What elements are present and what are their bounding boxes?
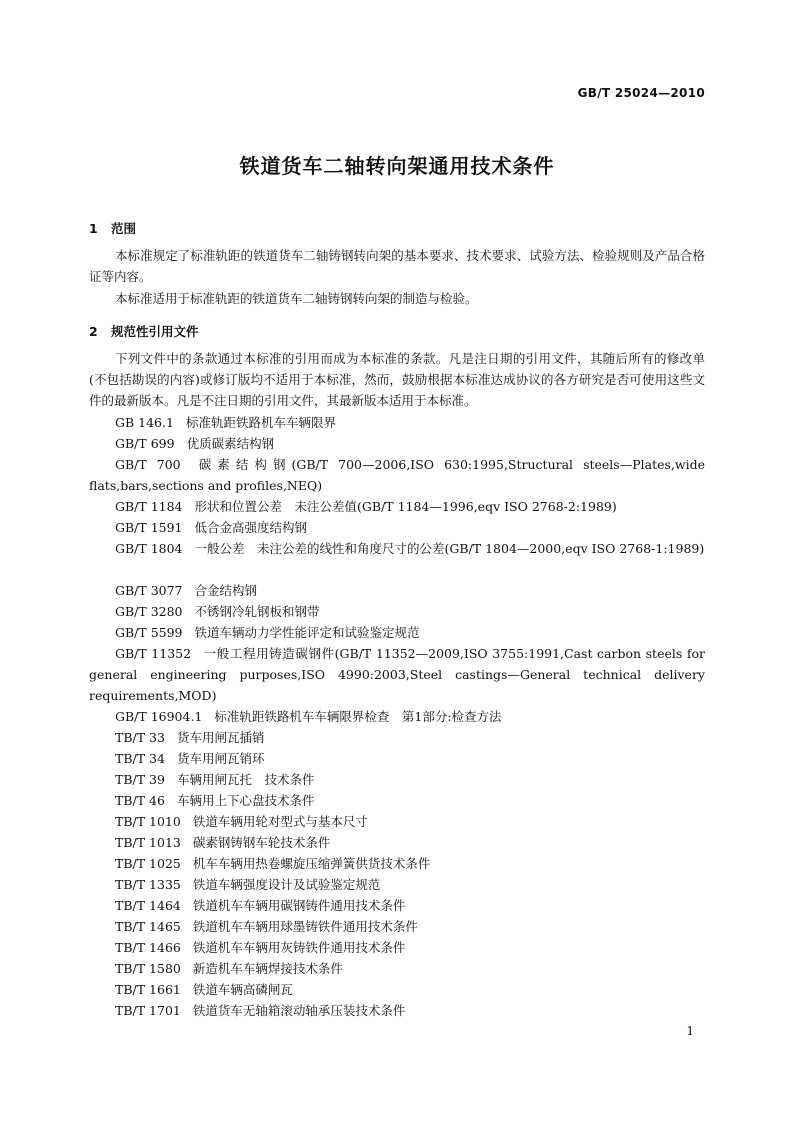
- reference-code: TB/T 33: [115, 730, 165, 745]
- reference-item: [89, 979, 705, 1000]
- reference-item: [89, 916, 705, 937]
- reference-code: TB/T 1010: [115, 814, 181, 829]
- reference-code: GB/T 1591: [115, 520, 183, 535]
- reference-item: [89, 748, 705, 769]
- reference-code: TB/T 1013: [115, 835, 181, 850]
- reference-title: 合金结构钢: [194, 583, 258, 598]
- reference-code: TB/T 1464: [115, 898, 181, 913]
- reference-title: 铁道机车车辆用灰铸铁件通用技术条件: [192, 940, 406, 955]
- section-number: 2: [89, 324, 98, 339]
- reference-item: [89, 874, 705, 895]
- reference-title: 低合金高强度结构钢: [194, 520, 308, 535]
- reference-code: TB/T 39: [115, 772, 165, 787]
- reference-code: GB/T 699: [115, 436, 175, 451]
- reference-code: TB/T 46: [115, 793, 165, 808]
- reference-item: [89, 853, 705, 874]
- reference-code: TB/T 1466: [115, 940, 181, 955]
- reference-title: 货车用闸瓦销环: [176, 751, 265, 766]
- reference-item: [89, 769, 705, 790]
- reference-code: GB/T 1184: [115, 499, 183, 514]
- reference-item: [89, 1000, 705, 1021]
- reference-code: GB/T 11352: [115, 646, 192, 661]
- reference-item: [89, 937, 705, 958]
- section-heading-scope: [89, 219, 136, 237]
- reference-title: 车辆用上下心盘技术条件: [176, 793, 315, 808]
- reference-item: [89, 958, 705, 979]
- reference-code: TB/T 1661: [115, 982, 181, 997]
- reference-title: 碳素结构钢(GB/T 700—2006,ISO 630:1995,Structural steels—Plates,wide flats,bars,sections and profiles,NEQ): [89, 457, 705, 493]
- reference-item: [89, 706, 705, 727]
- reference-title: 不锈钢冷轧钢板和钢带: [194, 604, 320, 619]
- reference-item: [89, 454, 705, 496]
- reference-code: TB/T 1465: [115, 919, 181, 934]
- reference-code: TB/T 34: [115, 751, 165, 766]
- scope-paragraph: 本标准规定了标准轨距的铁道货车二轴铸钢转向架的基本要求、技术要求、试验方法、检验规则及产品合格证等内容。: [89, 248, 705, 284]
- reference-code: GB/T 16904.1: [115, 709, 203, 724]
- document-title: 铁道货车二轴转向架通用技术条件: [239, 154, 555, 178]
- section-number: 1: [89, 221, 98, 236]
- reference-title: 货车用闸瓦插销: [176, 730, 265, 745]
- references-intro: 下列文件中的条款通过本标准的引用而成为本标准的条款。凡是注日期的引用文件，其随后所有的修改单(不包括勘误的内容)或修订版均不适用于本标准，然而，鼓励根据本标准达成协议的各方研究是否可使用这些文件的最新版本。凡是不注日期的引用文件，其最新版本适用于本标准。: [89, 351, 705, 408]
- reference-title: 一般工程用铸造碳钢件(GB/T 11352—2009,ISO 3755:1991,Cast carbon steels for general engineering purposes,ISO 4990:2003,Steel castings—General technical delivery requirements,MOD): [89, 646, 705, 703]
- reference-item: [89, 601, 705, 622]
- reference-title: 铁道机车车辆用碳钢铸件通用技术条件: [192, 898, 406, 913]
- reference-code: TB/T 1580: [115, 961, 181, 976]
- reference-item: [89, 538, 705, 559]
- reference-item: [89, 433, 705, 454]
- reference-title: 铁道车辆强度设计及试验鉴定规范: [192, 877, 381, 892]
- reference-item: [89, 496, 705, 517]
- reference-title: 新造机车车辆焊接技术条件: [192, 961, 343, 976]
- reference-code: TB/T 1335: [115, 877, 181, 892]
- reference-item: [89, 517, 705, 538]
- reference-title: 优质碳素结构钢: [186, 436, 275, 451]
- section-heading-references: [89, 322, 199, 340]
- reference-code: GB/T 5599: [115, 625, 183, 640]
- reference-code: TB/T 1701: [115, 1003, 181, 1018]
- reference-code: TB/T 1025: [115, 856, 181, 871]
- reference-title: 铁道车辆高磷闸瓦: [192, 982, 293, 997]
- reference-title: 铁道货车无轴箱滚动轴承压装技术条件: [192, 1003, 406, 1018]
- reference-item: [89, 580, 705, 601]
- page-number: 1: [686, 1024, 694, 1038]
- reference-title: 机车车辆用热卷螺旋压缩弹簧供货技术条件: [192, 856, 431, 871]
- reference-code: GB/T 700: [115, 457, 181, 472]
- reference-item: [89, 832, 705, 853]
- reference-code: GB/T 1804: [115, 541, 183, 556]
- reference-title: 一般公差 未注公差的线性和角度尺寸的公差(GB/T 1804—2000,eqv ISO 2768-1:1989): [194, 541, 705, 556]
- reference-item: [89, 622, 705, 643]
- reference-title: 碳素钢铸钢车轮技术条件: [192, 835, 331, 850]
- reference-title: 铁道机车车辆用球墨铸铁件通用技术条件: [192, 919, 418, 934]
- reference-code: GB 146.1: [115, 415, 174, 430]
- reference-item: [89, 412, 705, 433]
- reference-title: 标准轨距铁路机车车辆限界: [185, 415, 336, 430]
- reference-item: [89, 727, 705, 748]
- section-title: 范围: [111, 221, 137, 236]
- reference-title: 车辆用闸瓦托 技术条件: [176, 772, 315, 787]
- reference-title: 标准轨距铁路机车车辆限界检查 第1部分:检查方法: [214, 709, 502, 724]
- section-title: 规范性引用文件: [111, 324, 199, 339]
- reference-item: [89, 895, 705, 916]
- standard-code: GB/T 25024—2010: [577, 86, 705, 100]
- reference-title: 铁道车辆动力学性能评定和试验鉴定规范: [194, 625, 420, 640]
- reference-item: [89, 811, 705, 832]
- reference-title: 形状和位置公差 未注公差值(GB/T 1184—1996,eqv ISO 2768-2:1989): [194, 499, 617, 514]
- scope-paragraph: 本标准适用于标准轨距的铁道货车二轴铸钢转向架的制造与检验。: [115, 291, 478, 306]
- reference-code: GB/T 3077: [115, 583, 183, 598]
- reference-title: 铁道车辆用轮对型式与基本尺寸: [192, 814, 368, 829]
- reference-item: [89, 790, 705, 811]
- reference-item: [89, 643, 705, 706]
- reference-code: GB/T 3280: [115, 604, 183, 619]
